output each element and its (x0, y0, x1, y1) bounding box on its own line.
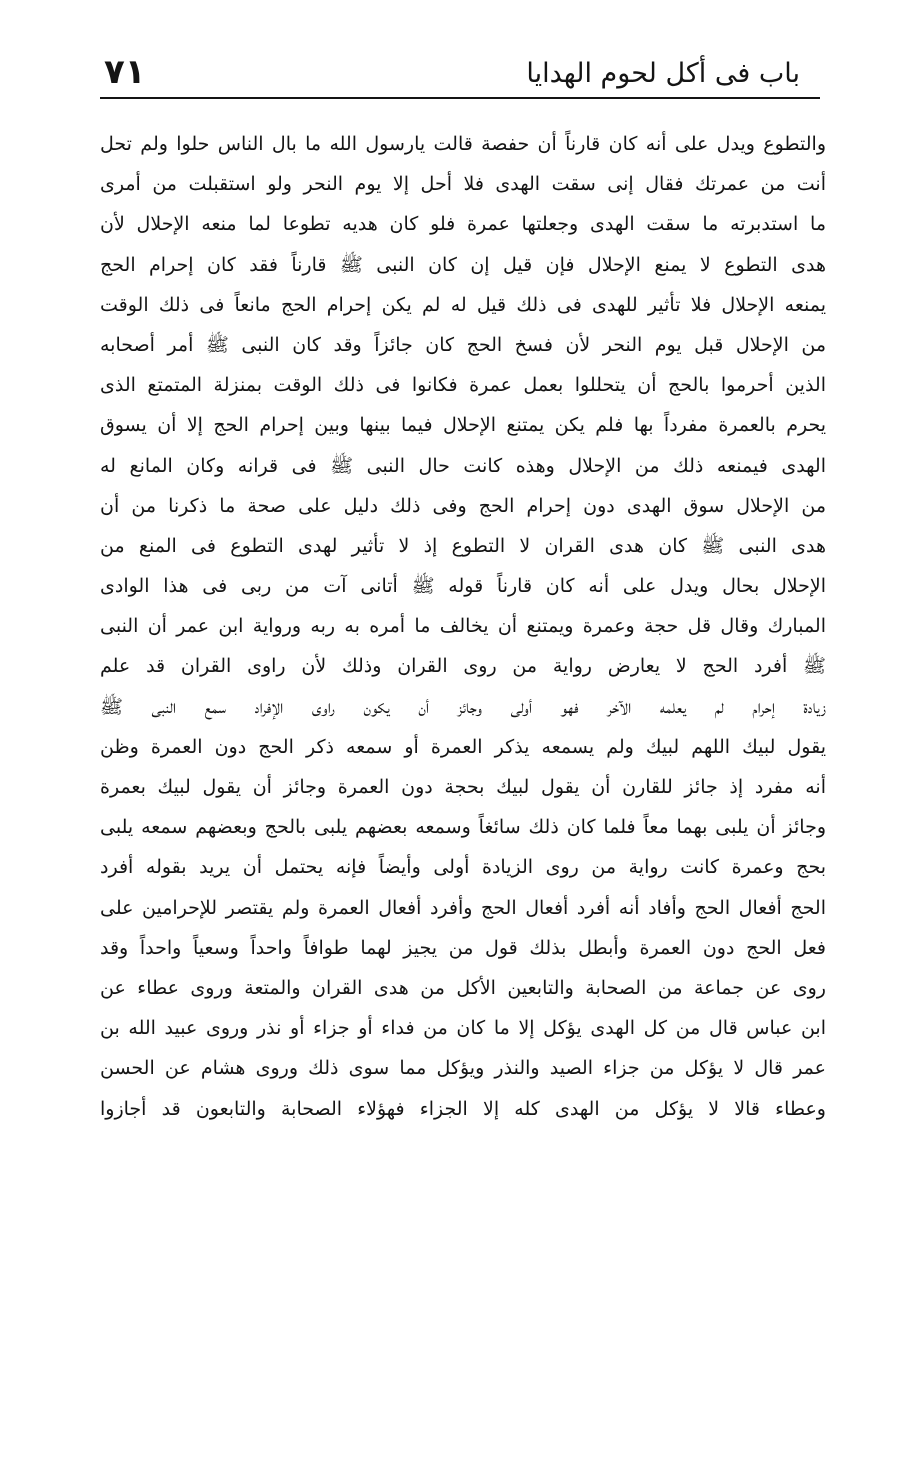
page-header (90, 52, 830, 98)
text-line: ما استدبرته ما سقت الهدى وجعلتها عمرة فلو كان هديه تطوعا لما منعه الإحلال لأن (100, 213, 826, 236)
text-line: بحج وعمرة كانت رواية من روى الزيادة أولى وأيضاً فإنه يحتمل أن يريد بقوله أفرد (100, 856, 826, 879)
header-rule (100, 97, 820, 99)
text-line: والتطوع ويدل على أنه كان قارناً أن حفصة قالت يارسول الله ما بال الناس حلوا ولم تحل (100, 133, 826, 155)
text-line: وجائز أن يلبى بهما معاً فلما كان ذلك سائغاً وسمعه بعضهم يلبى بالحج وبعضهم سمعه يلبى (100, 816, 826, 839)
text-line: أنت من عمرتك فقال إنى سقت الهدى فلا أحل إلا يوم النحر ولو استقبلت من أمرى (100, 173, 826, 196)
text-line: ﷺ أفرد الحج لا يعارض رواية من روى القران وذلك لأن راوى القران قد علم (100, 655, 826, 678)
page-number: ٧١ (104, 52, 146, 92)
text-line: من الإحلال قبل يوم النحر لأن فسخ الحج كان جائزاً وقد كان النبى ﷺ أمر أصحابه (100, 333, 826, 356)
text-line: الهدى فيمنعه ذلك من الإحلال وهذه كانت حال النبى ﷺ فى قرانه وكان المانع له (100, 454, 826, 477)
chapter-title: باب فى أكل لحوم الهدايا (526, 58, 800, 89)
text-line: الذين أحرموا بالحج أن يتحللوا بعمل عمرة فكانوا فى ذلك الوقت بمنزلة المتمتع الذى (100, 374, 826, 397)
text-line: يمنعه الإحلال فلا تأثير للهدى فى ذلك قيل له لم يكن إحرام الحج مانعاً فى ذلك الوقت (100, 293, 826, 316)
text-line: هدى النبى ﷺ كان هدى القران لا التطوع إذ لا تأثير لهدى التطوع فى المنع من (100, 534, 826, 557)
text-line: فعل الحج دون العمرة وأبطل بذلك قول من يجيز لهما طوافاً واحداً وسعياً واحداً وقد (100, 936, 826, 959)
text-line: ابن عباس قال من كل الهدى يؤكل إلا ما كان من فداء أو جزاء أو نذر وروى عبيد الله بن (100, 1017, 826, 1040)
text-line: هدى التطوع لا يمنع الإحلال فإن قيل إن كان النبى ﷺ قارناً فقد كان إحرام الحج (100, 253, 826, 276)
text-line: المبارك وقال قل حجة وعمرة ويمتنع أن يخالف ما أمره به ربه ورواية ابن عمر أن النبى (100, 615, 826, 638)
text-line: الإحلال بحال ويدل على أنه كان قارناً قوله ﷺ أتانى آت من ربى فى هذا الوادى (100, 575, 826, 598)
text-line: وعطاء قالا لا يؤكل من الهدى كله إلا الجزاء فهؤلاء الصحابة والتابعون قد أجازوا (100, 1097, 826, 1120)
text-line: الحج أفعال الحج وأفاد أنه أفرد أفعال الحج وأفرد أفعال العمرة ولم يقتصر للإحرامين على (100, 896, 826, 919)
text-line: عمر قال لا يؤكل من جزاء الصيد والنذر ويؤكل مما سوى ذلك وروى هشام عن الحسن (100, 1057, 826, 1080)
text-line: روى عن جماعة من الصحابة والتابعين الأكل من هدى القران والمتعة وروى عطاء عن (100, 976, 826, 999)
text-line: أنه مفرد إذ جائز للقارن أن يقول لبيك بحجة دون العمرة وجائز أن يقول لبيك بعمرة (100, 776, 826, 798)
text-line: من الإحلال سوق الهدى دون إحرام الحج وفى ذلك دليل على صحة ما ذكرنا من أن (100, 494, 826, 517)
text-line: يقول لبيك اللهم لبيك ولم يسمعه يذكر العمرة أو سمعه ذكر الحج دون العمرة وظن (100, 735, 826, 758)
body-text (100, 124, 826, 1129)
text-line: زيادة إحرام لم يعلمه الآخر فهو أولى وجائز أن يكون راوى الإفراد سمع النبى ﷺ (100, 695, 826, 718)
text-line: يحرم بالعمرة مفرداً بها فلم يكن يمتنع الإحلال فيما بينها وبين إحرام الحج إلا أن يسوق (100, 414, 826, 437)
